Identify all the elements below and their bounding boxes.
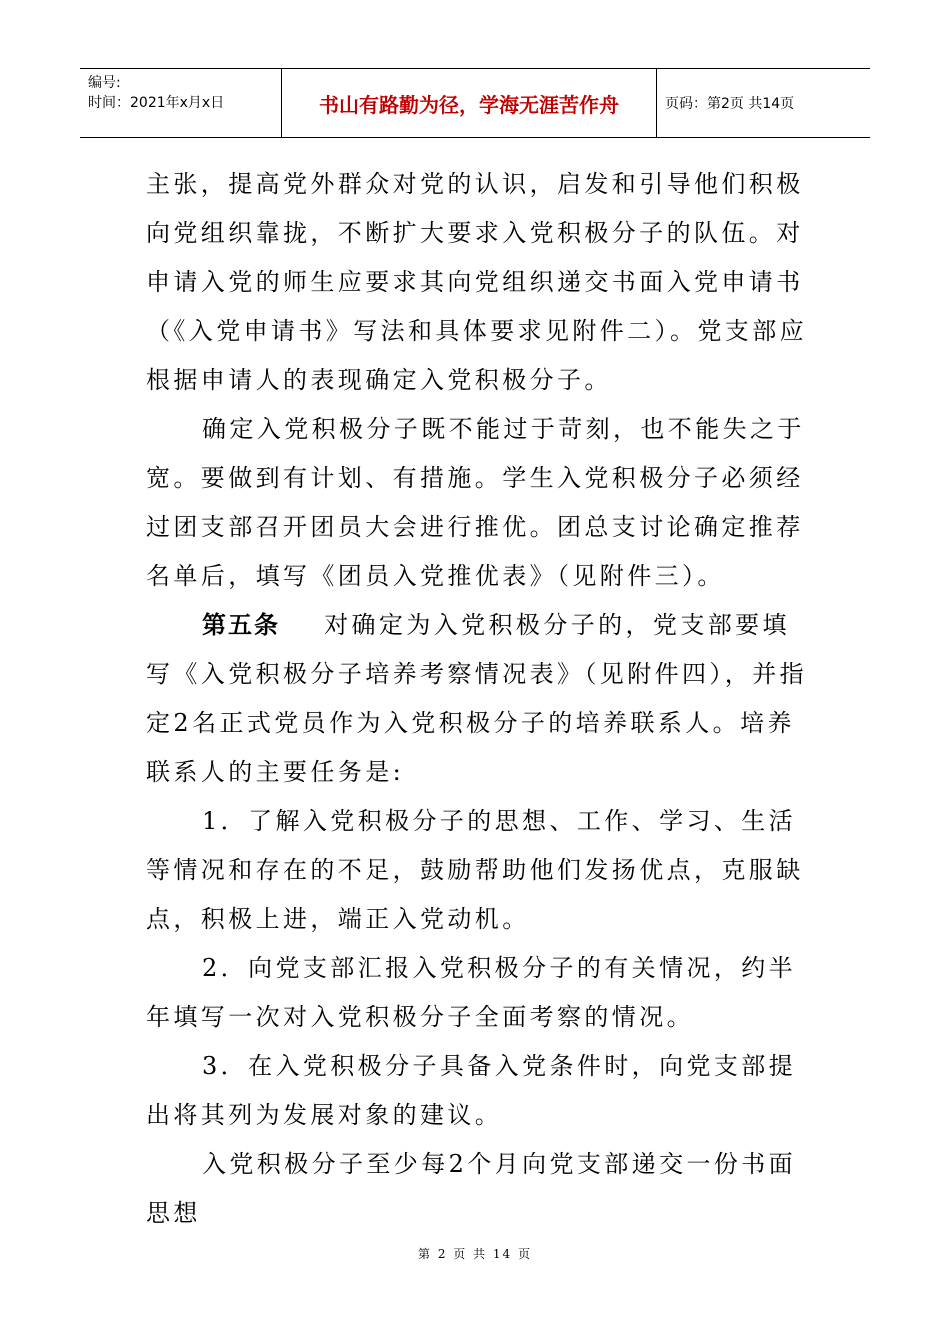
paragraph-4: 入党积极分子至少每2个月向党支部递交一份书面思想 <box>146 1150 797 1227</box>
header-meta <box>80 69 282 137</box>
list-item-1: 1．了解入党积极分子的思想、工作、学习、生活等情况和存在的不足，鼓励帮助他们发扬优点，克服缺点，积极上进，端正入党动机。 <box>146 807 804 933</box>
article-text: 对确定为入党积极分子的，党支部要填写《入党积极分子培养考察情况表》（见附件四），并指定2名正式党员作为入党积极分子的培养联系人。培养联系人的主要任务是: <box>146 611 807 786</box>
paragraph-1: 主张，提高党外群众对党的认识，启发和引导他们积极向党组织靠拢，不断扩大要求入党积极分子的队伍。对申请入党的师生应要求其向党组织递交书面入党申请书（《入党申请书》写法和具体要求见附件二）。党支部应根据申请人的表现确定入党积极分子。 <box>146 170 807 394</box>
header-motto: 书山有路勤为径，学海无涯苦作舟 <box>282 69 657 137</box>
list-item-2: 2．向党支部汇报入党积极分子的有关情况，约半年填写一次对入党积极分子全面考察的情况。 <box>146 954 797 1031</box>
page-header <box>80 68 870 138</box>
document-number-label: 编号: <box>88 75 121 91</box>
header-page-info: 页码：第2页 共14页 <box>665 96 795 112</box>
document-body <box>146 160 810 1238</box>
paragraph-2: 确定入党积极分子既不能过于苛刻，也不能失之于宽。要做到有计划、有措施。学生入党积极分子必须经过团支部召开团员大会进行推优。团总支讨论确定推荐名单后，填写《团员入党推优表》（见附件三）。 <box>146 415 805 590</box>
list-item-3: 3．在入党积极分子具备入党条件时，向党支部提出将其列为发展对象的建议。 <box>146 1052 797 1129</box>
paragraph-article-5 <box>146 601 810 797</box>
page-footer: 第 2 页 共 14 页 <box>418 1247 532 1261</box>
document-time-label: 时间：2021年x月x日 <box>88 95 225 111</box>
article-label: 第五条 <box>202 611 280 639</box>
